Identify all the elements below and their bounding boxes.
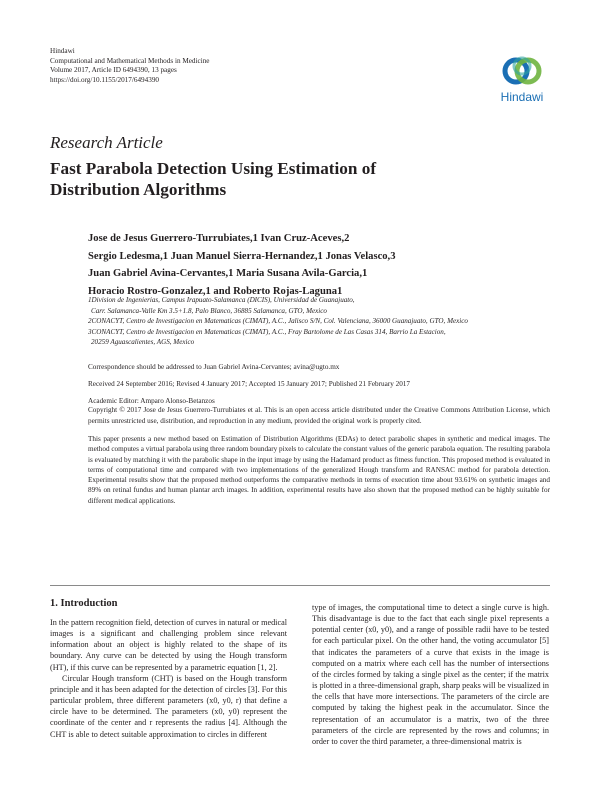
copyright-notice: Copyright © 2017 Jose de Jesus Guerrero-Turrubiates et al. This is an open access article distributed under the Creative Commons Attribution License, which permits unrestricted use, distribution, and reproduction in any medium, provided the original work is properly cited. [88,406,550,425]
affiliation-line: Carr. Salamanca-Valle Km 3.5+1.8, Palo Blanco, 36885 Salamanca, GTO, Mexico [91,306,327,315]
body-column-left [50,617,287,740]
author-list [88,230,508,300]
publication-dates: Received 24 September 2016; Revised 4 January 2017; Accepted 15 January 2017; Published 21 February 2017 [88,380,410,388]
body-paragraph: Circular Hough transform (CHT) is based on the Hough transform principle and it has been adapted for the detection of circles [3]. For this particular problem, three different parameters (x0, y0, r) that define a circle have to be determined. The parameters (x0, y0) represent the coordinate of the center and r represents the radius [4]. Although the CHT is able to detect suitable approximation to circles in different [50,673,287,739]
article-type: Research Article [50,133,163,152]
affiliation-line: 20259 Aguascalientes, AGS, Mexico [91,338,195,346]
abstract: This paper presents a new method based on Estimation of Distribution Algorithms (EDAs) to detect parabolic shapes in synthetic and medical images. The method computes a virtual parabola using three random boundary pixels to calculate the constant values of the generic parabola equation. The resulting parabola is evaluated by matching it with the parabolic shape in the input image by using the Hadamard product as fitness function. This proposed method is evaluated in terms of computational time and compared with two implementations of the generalized Hough transform and RANSAC method for parabola detection. Experimental results show that the proposed method outperforms the comparative methods in terms of execution time about 93.61% on synthetic images and 89% on retinal fundus and human plantar arch images. In addition, experimental results have also shown that the proposed method can be highly suitable for different medical applications. [88,435,550,505]
publisher-name: Hindawi [50,47,75,55]
article-title: Fast Parabola Detection Using Estimation of Distribution Algorithms [50,159,377,199]
affiliation-line: 3CONACYT, Centro de Investigacion en Matematicas (CIMAT), A.C., Fray Bartolome de Las Casas 314, Barrio La Estacion, [88,327,446,336]
section-heading: 1. Introduction [50,598,118,609]
doi-link[interactable]: https://doi.org/10.1155/2017/6494390 [50,75,160,84]
author-line: Horacio Rostro-Gonzalez,1 and Roberto Rojas-Laguna1 [88,285,343,297]
author-line: Juan Gabriel Avina-Cervantes,1 Maria Susana Avila-Garcia,1 [88,268,368,279]
body-column-right [312,602,549,747]
body-paragraph: type of images, the computational time to detect a single curve is high. This disadvantage is due to the fact that each single pixel represents a potential center (x0, y0), and a range of possible radii have to be tested for each particular pixel. On the other hand, the voting accumulator [5] that indicates the parameters of a curve that exists in the image is computed on a matrix where each cell has the number of intersections of the circles formed by taking a single pixel as the center; if the matrix is plotted in a three-dimensional graph, sharp peaks will be visualized in the cells that have more intersections. The parameters of the circle are computed by taking the highest peak in the accumulator. Since the representation of an accumulator is a matrix, two of the three parameters of the circle are represented by the rows and columns; in order to cover the third parameter, a three-dimensional matrix is [312,603,549,746]
correspondence: Correspondence should be addressed to Juan Gabriel Avina-Cervantes; avina@ugto.mx [88,363,340,371]
journal-header [50,47,210,85]
author-line: Sergio Ledesma,1 Juan Manuel Sierra-Hernandez,1 Jonas Velasco,3 [88,250,396,262]
hindawi-logo-text: Hindawi [500,90,544,104]
journal-name: Computational and Mathematical Methods in Medicine [50,56,210,65]
affiliation-line: 1Division de Ingenierias, Campus Irapuato-Salamanca (DICIS), Universidad de Guanajuato, [88,296,355,304]
hindawi-logo-mark-icon [497,52,547,92]
hindawi-logo [497,52,547,106]
affiliations [88,295,558,348]
divider [50,585,550,586]
academic-editor: Academic Editor: Amparo Alonso-Betanzos [88,397,215,405]
author-line: Jose de Jesus Guerrero-Turrubiates,1 Ivan Cruz-Aceves,2 [88,233,350,244]
volume-line: Volume 2017, Article ID 6494390, 13 pages [50,66,177,75]
affiliation-line: 2CONACYT, Centro de Investigacion en Matematicas (CIMAT), A.C., Jalisco S/N, Col. Valenciana, 36000 Guanajuato, GTO, Mexico [88,317,468,325]
body-paragraph: In the pattern recognition field, detection of curves in natural or medical images is a significant and challenging problem since relevant information about an object is highly related to the shape of its boundary. Any curve can be detected by using the Hough transform (HT), if this curve can be represented by a parametric equation [1, 2]. [50,618,287,672]
